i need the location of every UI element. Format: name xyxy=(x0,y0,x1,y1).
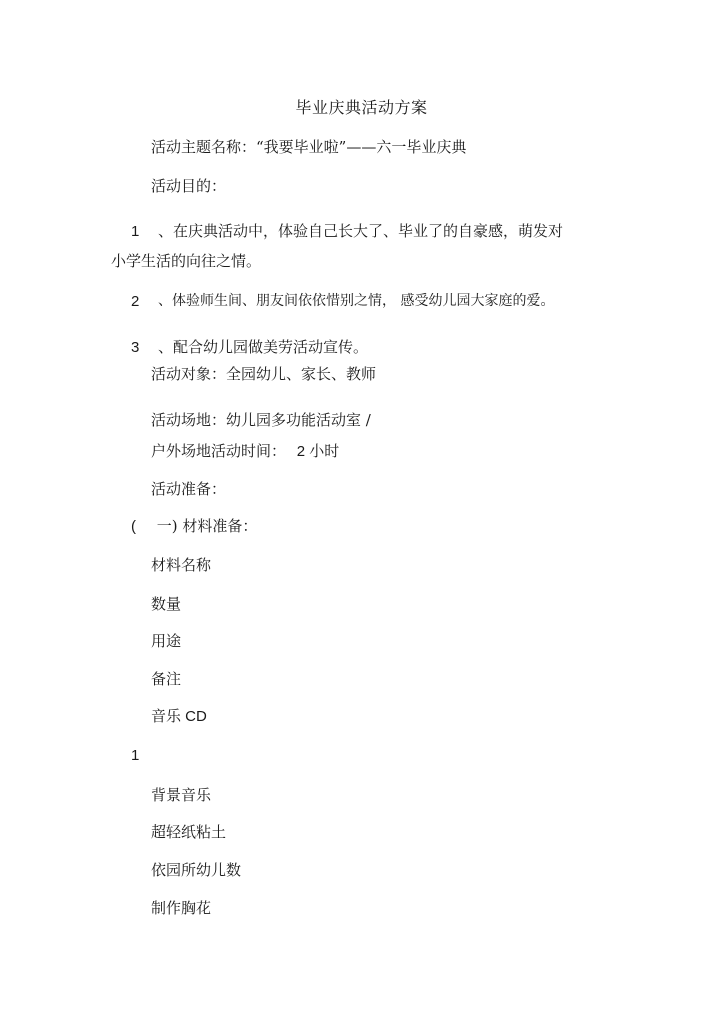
theme-line: 活动主题名称：“我要毕业啦”——六一毕业庆典 xyxy=(151,138,467,156)
table-item: 数量 xyxy=(151,595,182,613)
prep-label: 活动准备： xyxy=(151,480,227,498)
table-item: 超轻纸粘土 xyxy=(151,823,227,841)
table-item: 音乐 CD xyxy=(151,708,207,725)
time-line-text: 户外场地活动时间： xyxy=(151,442,287,460)
materials-heading xyxy=(131,517,257,536)
table-item: 备注 xyxy=(151,670,182,688)
purpose-1-number xyxy=(131,222,139,241)
table-item: 制作胸花 xyxy=(151,899,212,917)
purpose-2-text: 、体验师生间、朋友间依依惜别之情， 感受幼儿园大家庭的爱。 xyxy=(158,293,555,309)
purpose-label: 活动目的： xyxy=(151,177,227,195)
purpose-2-number xyxy=(131,292,139,311)
table-item: 背景音乐 xyxy=(151,786,212,804)
purpose-1-num: 1 xyxy=(131,223,140,240)
venue-line: 活动场地：幼儿园多功能活动室 / xyxy=(151,411,371,429)
time-line-value: 2 小时 xyxy=(296,443,340,460)
document-title: 毕业庆典活动方案 xyxy=(295,98,428,117)
table-item: 材料名称 xyxy=(151,556,212,574)
purpose-3-number xyxy=(131,338,139,357)
table-item: 依园所幼儿数 xyxy=(151,861,242,879)
materials-paren: ( xyxy=(131,518,136,535)
table-item: 1 xyxy=(131,747,140,764)
time-line xyxy=(151,442,339,461)
purpose-1-text-line1: 、在庆典活动中，体验自己长大了、毕业了的自豪感，萌发对 xyxy=(158,222,564,240)
table-item: 用途 xyxy=(151,632,182,650)
materials-label: 一) 材料准备： xyxy=(156,517,258,535)
target-line: 活动对象：全园幼儿、家长、教师 xyxy=(151,365,377,383)
purpose-3-text: 、配合幼儿园做美劳活动宣传。 xyxy=(158,338,369,356)
purpose-1-text-line2: 小学生活的向往之情。 xyxy=(111,252,262,270)
purpose-2-num: 2 xyxy=(131,293,140,310)
purpose-3-num: 3 xyxy=(131,339,140,356)
